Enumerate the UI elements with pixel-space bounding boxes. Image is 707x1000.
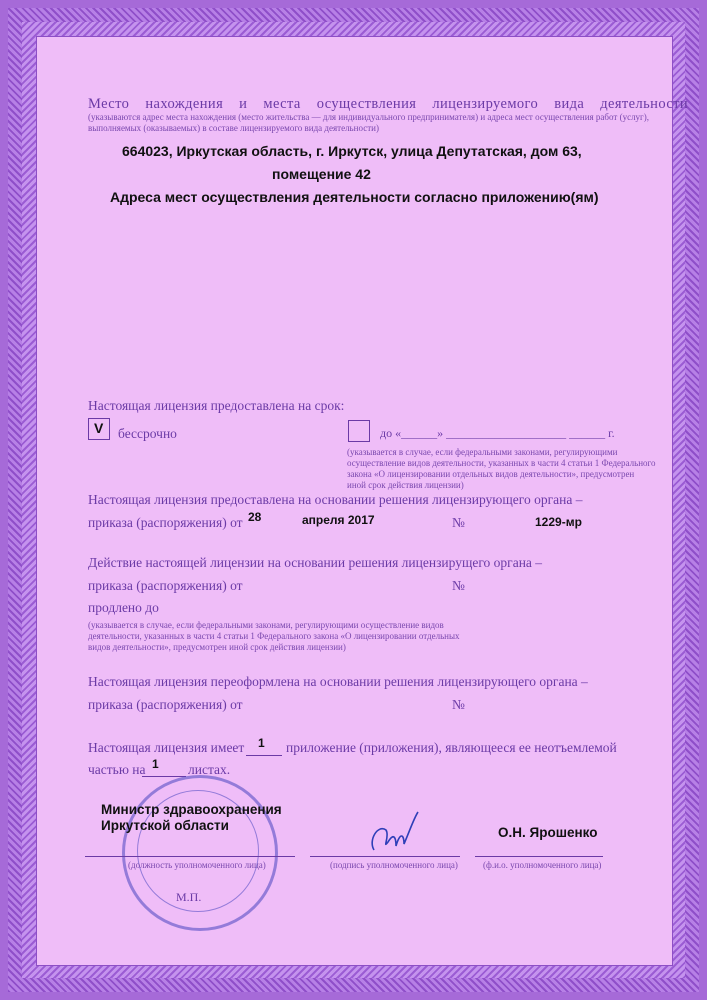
extension-note-1: (указывается в случае, если федеральными законами, регулирующими осуществление видов [88,620,444,630]
check-mark: V [94,420,104,436]
extension-number-sign: № [452,578,465,593]
until-checkbox[interactable] [348,420,370,442]
appendix-part-suffix: листах. [188,762,231,777]
appendix-count: 1 [258,736,265,750]
signature-mark [366,810,426,860]
signer-name: О.Н. Ярошенко [498,825,598,840]
term-note-4: иной срок действия лицензии) [347,480,464,490]
address-line-3: Адреса мест осуществления деятельности согласно приложению(ям) [110,189,599,205]
location-note-1: (указываются адрес места нахождения (место жительства — для индивидуального предпринимателя) и адреса мест осуществления работ (услуг), [88,112,649,122]
reissue-number-sign: № [452,697,465,712]
name-line [475,856,603,857]
extension-note-3: видов деятельности», предусмотрен иной срок действия лицензии) [88,642,346,652]
term-note-2: осуществление видов деятельности, указанных в части 4 статьи 1 Федерального [347,458,656,468]
extension-note-2: деятельности, указанных в части 4 статьи 1 Федерального закона «О лицензировании отдельных [88,631,460,641]
basis-number-sign: № [452,515,465,530]
until-label: до «______» ____________________ ______ г. [380,426,615,440]
basis-day: 28 [248,510,262,524]
signature-caption: (подпись уполномоченного лица) [330,860,458,870]
reissue-order-label: приказа (распоряжения) от [88,697,243,712]
reissue-line: Настоящая лицензия переоформлена на основании решения лицензирующего органа – [88,674,588,689]
term-note-3: закона «О лицензировании отдельных видов деятельности», предусмотрен [347,469,635,479]
term-label: Настоящая лицензия предоставлена на срок: [88,398,345,413]
basis-order-label: приказа (распоряжения) от [88,515,243,530]
term-note-1: (указывается в случае, если федеральными законами, регулирующими [347,447,618,457]
stamp-label: М.П. [176,890,202,904]
appendix-sheets: 1 [152,757,159,771]
basis-number: 1229-мр [535,515,582,529]
appendix-count-line [246,755,282,756]
official-stamp [122,775,278,931]
appendix-part-prefix: частью на [88,762,146,777]
position-line [85,856,295,857]
basis-line: Настоящая лицензия предоставлена на основании решения лицензирующего органа – [88,492,583,507]
unlimited-label: бессрочно [118,426,177,441]
extension-order-label: приказа (распоряжения) от [88,578,243,593]
name-caption: (ф.и.о. уполномоченного лица) [483,860,602,870]
address-line-1: 664023, Иркутская область, г. Иркутск, улица Депутатская, дом 63, [122,143,582,159]
location-note-2: выполняемых (оказываемых) в составе лицензируемого вида деятельности) [88,123,379,133]
unlimited-checkbox[interactable] [88,418,110,440]
location-heading: Место нахождения и места осуществления лицензируемого вида деятельности [88,96,689,112]
position-caption: (должность уполномоченного лица) [128,860,266,870]
appendix-prefix: Настоящая лицензия имеет [88,740,245,755]
address-line-2: помещение 42 [272,166,371,182]
extended-label: продлено до [88,600,159,615]
extension-line: Действие настоящей лицензии на основании решения лицензирущего органа – [88,555,543,570]
basis-month-year: апреля 2017 [302,513,375,527]
signature-line [310,856,460,857]
signer-position-1: Министр здравоохранения [101,802,282,817]
appendix-suffix: приложение (приложения), являющееся ее неотъемлемой [286,740,617,755]
signer-position-2: Иркутской области [101,818,229,833]
